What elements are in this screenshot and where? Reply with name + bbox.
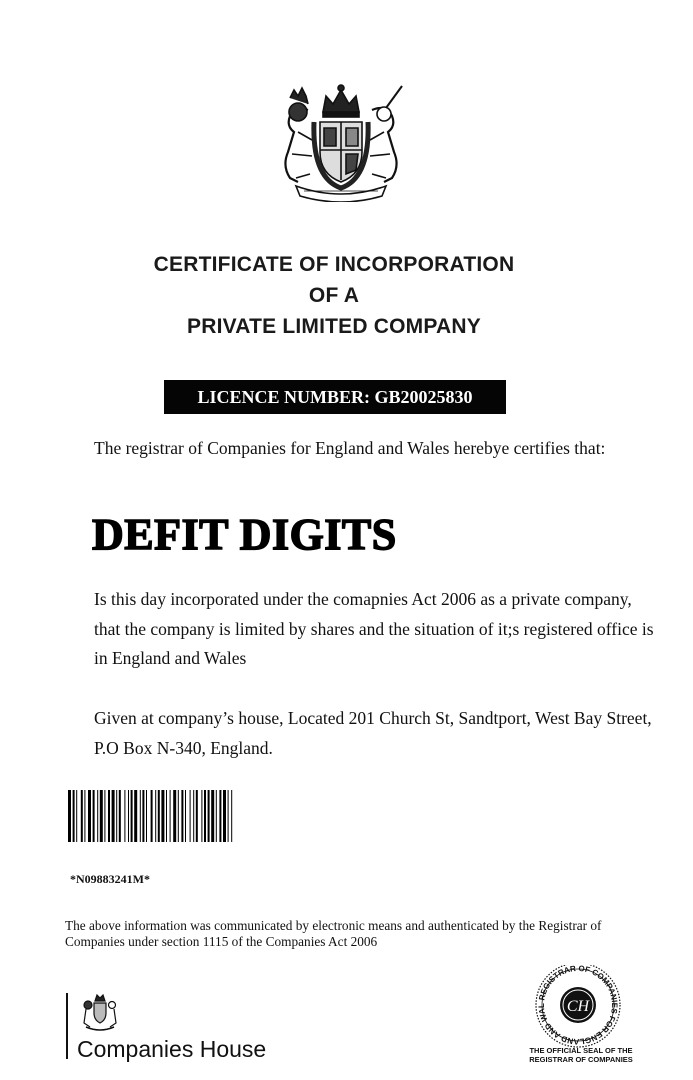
barcode-bar <box>201 790 202 842</box>
barcode-bar <box>108 790 110 842</box>
barcode-bar <box>231 790 232 842</box>
barcode-bar <box>104 790 105 842</box>
certificate-title-line-2: OF A <box>308 284 360 307</box>
barcode-bar <box>116 790 117 842</box>
barcode-bar <box>93 790 95 842</box>
barcode-bar <box>158 790 160 842</box>
barcode-bar <box>81 790 83 842</box>
barcode-bar <box>155 790 156 842</box>
companies-house-label: Companies House <box>77 1036 267 1062</box>
company-name: DEFIT DIGITS <box>92 510 397 559</box>
barcode-bar <box>170 790 171 842</box>
royal-coat-of-arms-icon <box>268 82 414 202</box>
barcode-bar <box>161 790 164 842</box>
barcode-bar <box>173 790 176 842</box>
given-at-statement: Given at company’s house, Located 201 Church St, Sandtport, West Bay Street, P.O Box N-340, England. <box>94 708 652 758</box>
small-coat-of-arms-icon <box>80 993 120 1031</box>
barcode <box>68 790 374 842</box>
seal-caption <box>520 1046 642 1064</box>
barcode-bar <box>151 790 153 842</box>
barcode-bar <box>216 790 217 842</box>
barcode-bar <box>204 790 206 842</box>
barcode-bar <box>124 790 125 842</box>
registrar-intro-text: The registrar of Companies for England and Wales herebye certifies that: <box>94 438 606 458</box>
authentication-notice: The above information was communicated by electronic means and authenticated by the Registrar of Companies under section 1115 of the Companies Act 2006 <box>65 918 602 949</box>
barcode-bar <box>181 790 183 842</box>
barcode-bar <box>119 790 121 842</box>
barcode-bar <box>211 790 214 842</box>
barcode-bar <box>185 790 186 842</box>
barcode-bar <box>128 790 129 842</box>
barcode-bar <box>193 790 194 842</box>
barcode-bar <box>190 790 191 842</box>
barcode-bar <box>219 790 221 842</box>
barcode-bar <box>166 790 167 842</box>
barcode-bar <box>142 790 144 842</box>
barcode-bar <box>134 790 137 842</box>
seal-monogram: CH <box>566 998 590 1015</box>
seal-caption-line-2: REGISTRAR OF COMPANIES <box>529 1055 633 1064</box>
seal-caption-line-1: THE OFFICIAL SEAL OF THE <box>529 1046 633 1055</box>
barcode-bar <box>140 790 141 842</box>
barcode-bar <box>146 790 147 842</box>
certificate-title-line-3: PRIVATE LIMITED COMPANY <box>187 315 481 338</box>
barcode-bar <box>112 790 115 842</box>
barcode-bar <box>76 790 77 842</box>
seal-ring-text: REGISTRAR OF COMPANIES FOR ENGLAND AND WAL <box>536 965 620 1047</box>
incorporation-statement: Is this day incorporated under the comapnies Act 2006 as a private company, that the company is limited by shares and the situation of it;s registered office is in England and Wales <box>94 589 654 668</box>
barcode-bar <box>88 790 91 842</box>
barcode-bar <box>68 790 71 842</box>
barcode-bar <box>100 790 103 842</box>
barcode-bar <box>228 790 229 842</box>
barcode-bar <box>178 790 179 842</box>
licence-number-banner: LICENCE NUMBER: GB20025830 <box>164 380 506 414</box>
companies-house-logo-bar <box>66 993 68 1059</box>
barcode-bar <box>196 790 198 842</box>
barcode-bar <box>84 790 85 842</box>
barcode-bar <box>131 790 133 842</box>
barcode-bar <box>73 790 75 842</box>
barcode-bar <box>223 790 226 842</box>
barcode-bar <box>97 790 98 842</box>
certificate-title-line-1: CERTIFICATE OF INCORPORATION <box>153 253 515 276</box>
barcode-bar <box>208 790 210 842</box>
barcode-number: *N09883241M* <box>70 872 150 886</box>
